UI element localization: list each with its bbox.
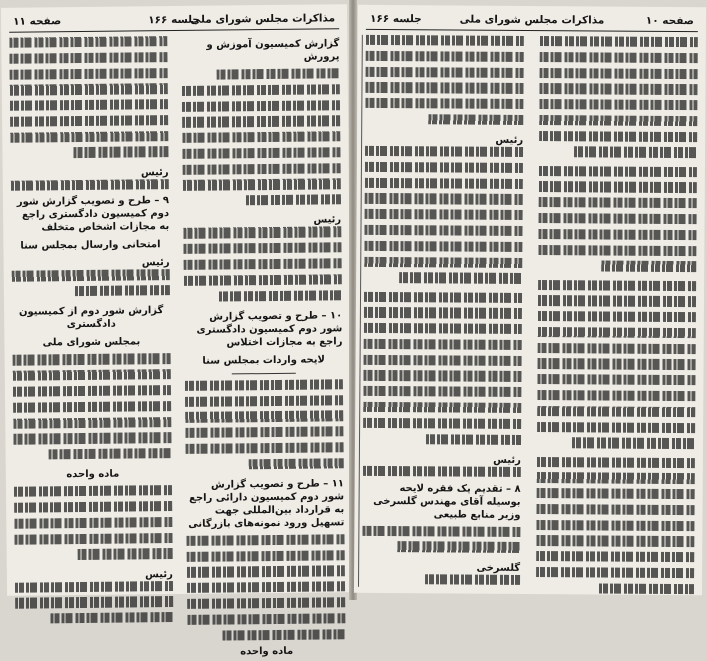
item-10-note: لایحه واردات بمجلس سنا [202,354,325,367]
madde-vahede: ماده واحده [66,468,120,481]
raees-label: رئیس [313,214,342,227]
right-page [354,5,706,595]
gozaresh-shor-heading: گزارش شور دوم از کمیسیون دادگستری [18,305,164,331]
right-page-header [366,11,698,32]
left-header-session: جلسه ۱۶۶ [148,13,201,27]
left-page-right-column [181,34,345,658]
raees-label-6: رئیس [493,454,521,466]
right-header-page-number: صفحه ۱۰ [645,14,694,28]
item-11-heading: ۱۱ – طرح و تصویب گزارش شور دوم کمیسیون دارائی راجع به قرارداد بین‌المللی جهت تسهیل ورود نمونه‌های بازرگانی [188,478,345,530]
raees-label-2: رئیس [140,166,169,179]
item-9-heading: ۹ – طرح و تصویب گزارش شور دوم کمیسیون دادگستری راجع به مجازات اشخاص متخلف [16,195,170,234]
right-header-title: مذاکرات مجلس شورای ملی [459,13,605,27]
raees-label-4: رئیس [145,568,173,580]
madde-vahede-2: ماده واحده [240,646,294,658]
right-page-left-column [362,35,524,588]
raees-label-5: رئیس [495,134,524,147]
left-header-title: مذاکرات مجلس شورای ملی [190,12,336,26]
left-page-left-column [9,36,173,590]
raees-label-3: رئیس [141,257,170,269]
majles-heading: بمجلس شورای ملی [42,336,141,349]
item-9-note: امتحانی وارسال بمجلس سنا [20,239,161,253]
right-page-right-column [536,36,698,589]
report-intro-heading: گزارش کمیسیون آموزش و پرورش [206,38,340,63]
left-page-header [9,10,339,32]
right-header-session: جلسه ۱۶۶ [369,12,422,26]
left-page [1,4,353,658]
left-header-page-number: صفحه ۱۱ [13,15,62,28]
item-8-heading: ۸ – تقدیم یک فقره لایحه بوسیله آقای مهندس گلسرخی وزیر منابع طبیعی [373,482,521,521]
golsorkhi-label: گلسرخی [476,562,521,574]
item-10-heading: ۱۰ – طرح و تصویب گزارش شور دوم کمیسیون دادگستری راجع به مجازات اختلاس [196,310,343,349]
